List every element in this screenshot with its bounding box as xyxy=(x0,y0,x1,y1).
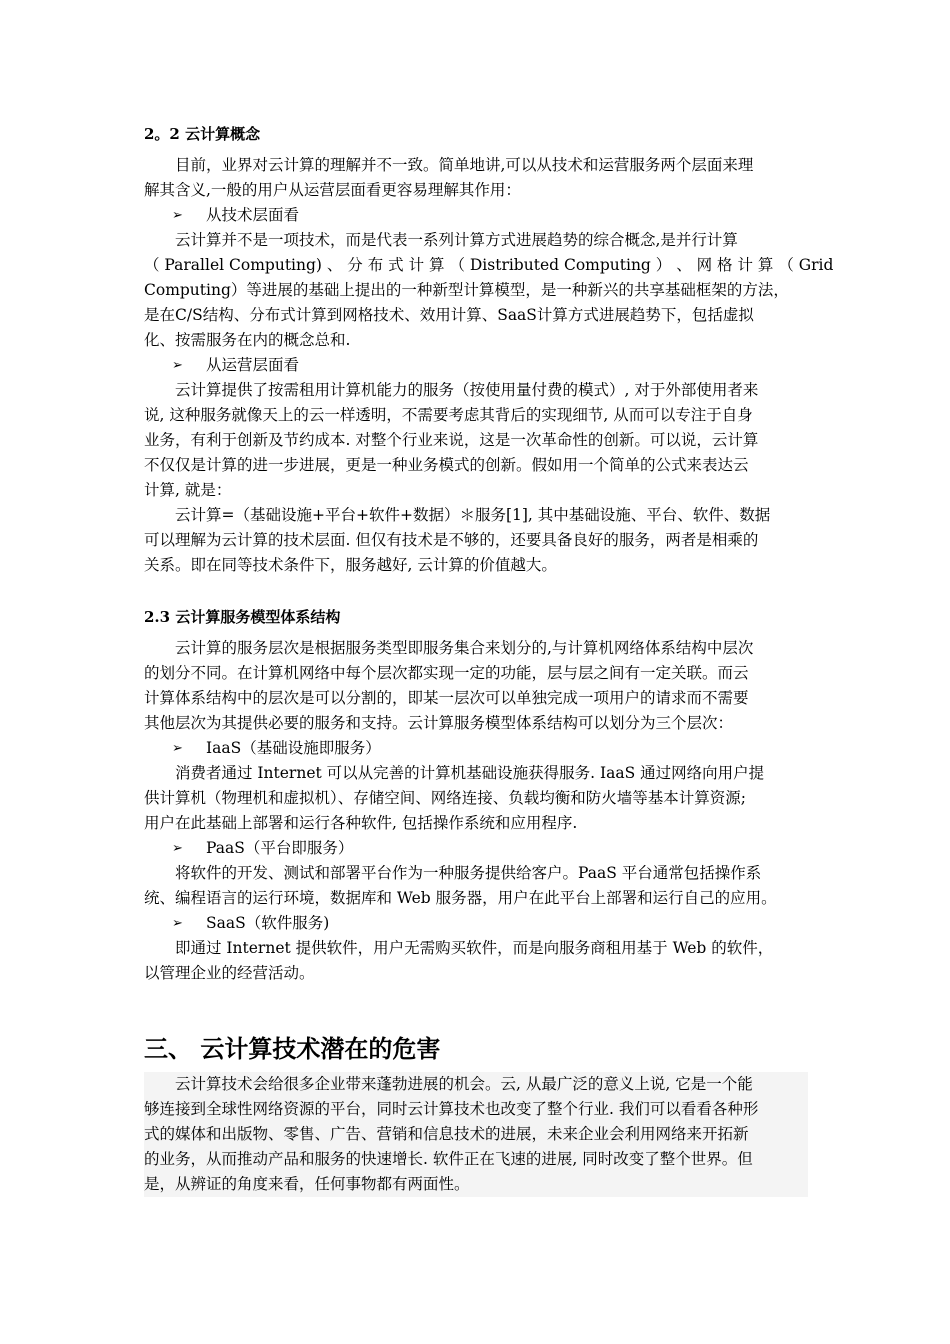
bullet-item xyxy=(144,203,808,228)
paragraph-line: 不仅仅是计算的进一步进展，更是一种业务模式的创新。假如用一个简单的公式来表达云 xyxy=(144,456,749,474)
paragraph-line: 云计算的服务层次是根据服务类型即服务集合来划分的,与计算机网络体系结构中层次 xyxy=(175,639,754,657)
paragraph-line: 计算体系结构中的层次是可以分割的，即某一层次可以单独完成一项用户的请求而不需要 xyxy=(144,689,749,707)
paragraph-line: 计算, 就是： xyxy=(144,481,232,499)
bullet-arrow-icon: ➢ xyxy=(172,358,183,373)
paragraph-line: 式的媒体和出版物、零售、广告、营销和信息技术的进展，未来企业会利用网络来开拓新 xyxy=(144,1125,749,1143)
paragraph-line: 供计算机（物理机和虚拟机）、存储空间、网络连接、负载均衡和防火墙等基本计算资源; xyxy=(144,789,746,807)
bullet-label: SaaS（软件服务) xyxy=(206,914,330,932)
section-heading: 2。2 云计算概念 xyxy=(144,125,261,143)
paragraph-line: 云计算技术会给很多企业带来蓬勃进展的机会。云, 从最广泛的意义上说, 它是一个能 xyxy=(175,1075,753,1093)
paragraph-line: 可以理解为云计算的技术层面. 但仅有技术是不够的，还要具备良好的服务，两者是相乘的 xyxy=(144,531,759,549)
paragraph-line: 即通过 Internet 提供软件，用户无需购买软件，而是向服务商租用基于 Web 的软件， xyxy=(175,939,774,957)
bullet-label: IaaS（基础设施即服务） xyxy=(206,739,381,757)
bullet-item xyxy=(144,353,808,378)
paragraph-line: 是在C/S结构、分布式计算到网格技术、效用计算、SaaS计算方式进展趋势下，包括虚拟 xyxy=(144,306,754,324)
paragraph-line: 关系。即在同等技术条件下，服务越好, 云计算的价值越大。 xyxy=(144,556,557,574)
paragraph-line: 解其含义,一般的用户从运营层面看更容易理解其作用： xyxy=(144,181,521,199)
paragraph-line: 的业务，从而推动产品和服务的快速增长. 软件正在飞速的进展, 同时改变了整个世界。但 xyxy=(144,1150,753,1168)
paragraph-line: 目前，业界对云计算的理解并不一致。简单地讲,可以从技术和运营服务两个层面来理 xyxy=(175,156,754,174)
shaded-paragraph xyxy=(144,1072,808,1197)
paragraph-line: 够连接到全球性网络资源的平台，同时云计算技术也改变了整个行业. 我们可以看看各种形 xyxy=(144,1100,759,1118)
paragraph-line: 化、按需服务在内的概念总和. xyxy=(144,331,351,349)
paragraph-line: 用户在此基础上部署和运行各种软件, 包括操作系统和应用程序. xyxy=(144,814,578,832)
paragraph-line: 云计算提供了按需租用计算机能力的服务（按使用量付费的模式）, 对于外部使用者来 xyxy=(175,381,759,399)
bullet-arrow-icon: ➢ xyxy=(172,841,183,856)
section-2-3 xyxy=(144,605,808,986)
bullet-label: PaaS（平台即服务） xyxy=(206,839,354,857)
paragraph-line: （ Parallel Computing) 、 分 布 式 计 算 （ Distributed Computing ） 、 网 格 计 算 （ Grid xyxy=(144,256,834,274)
paragraph-line: 以管理企业的经营活动。 xyxy=(144,964,315,982)
paragraph-line: 是，从辨证的角度来看，任何事物都有两面性。 xyxy=(144,1175,470,1193)
paragraph-line: 说, 这种服务就像天上的云一样透明，不需要考虑其背后的实现细节, 从而可以专注于自身 xyxy=(144,406,753,424)
paragraph-line: 云计算=（基础设施+平台+软件+数据）＊服务[1], 其中基础设施、平台、软件、数据 xyxy=(175,506,771,524)
paragraph-line: 其他层次为其提供必要的服务和支持。云计算服务模型体系结构可以划分为三个层次： xyxy=(144,714,734,732)
paragraph-line: 云计算并不是一项技术，而是代表一系列计算方式进展趋势的综合概念,是并行计算 xyxy=(175,231,738,249)
chapter-heading: 三、 云计算技术潜在的危害 xyxy=(144,1034,441,1063)
paragraph-line: 消费者通过 Internet 可以从完善的计算机基础设施获得服务. IaaS 通过网络向用户提 xyxy=(175,764,765,782)
bullet-arrow-icon: ➢ xyxy=(172,916,183,931)
paragraph-line: Computing）等进展的基础上提出的一种新型计算模型，是一种新兴的共享基础框架的方法， xyxy=(144,281,789,299)
bullet-item xyxy=(144,911,808,936)
section-3 xyxy=(144,1032,808,1197)
paragraph-line: 业务，有利于创新及节约成本. 对整个行业来说，这是一次革命性的创新。可以说，云计算 xyxy=(144,431,759,449)
section-2-2 xyxy=(144,122,834,578)
bullet-arrow-icon: ➢ xyxy=(172,741,183,756)
bullet-item xyxy=(144,836,808,861)
paragraph-line: 的划分不同。在计算机网络中每个层次都实现一定的功能，层与层之间有一定关联。而云 xyxy=(144,664,749,682)
bullet-label: 从运营层面看 xyxy=(206,356,300,374)
section-heading: 2.3 云计算服务模型体系结构 xyxy=(144,608,341,626)
paragraph-line: 将软件的开发、测试和部署平台作为一种服务提供给客户。PaaS 平台通常包括操作系 xyxy=(175,864,762,882)
bullet-label: 从技术层面看 xyxy=(206,206,300,224)
bullet-arrow-icon: ➢ xyxy=(172,208,183,223)
bullet-item xyxy=(144,736,808,761)
paragraph-line: 统、编程语言的运行环境，数据库和 Web 服务器，用户在此平台上部署和运行自己的应用。 xyxy=(144,889,777,907)
